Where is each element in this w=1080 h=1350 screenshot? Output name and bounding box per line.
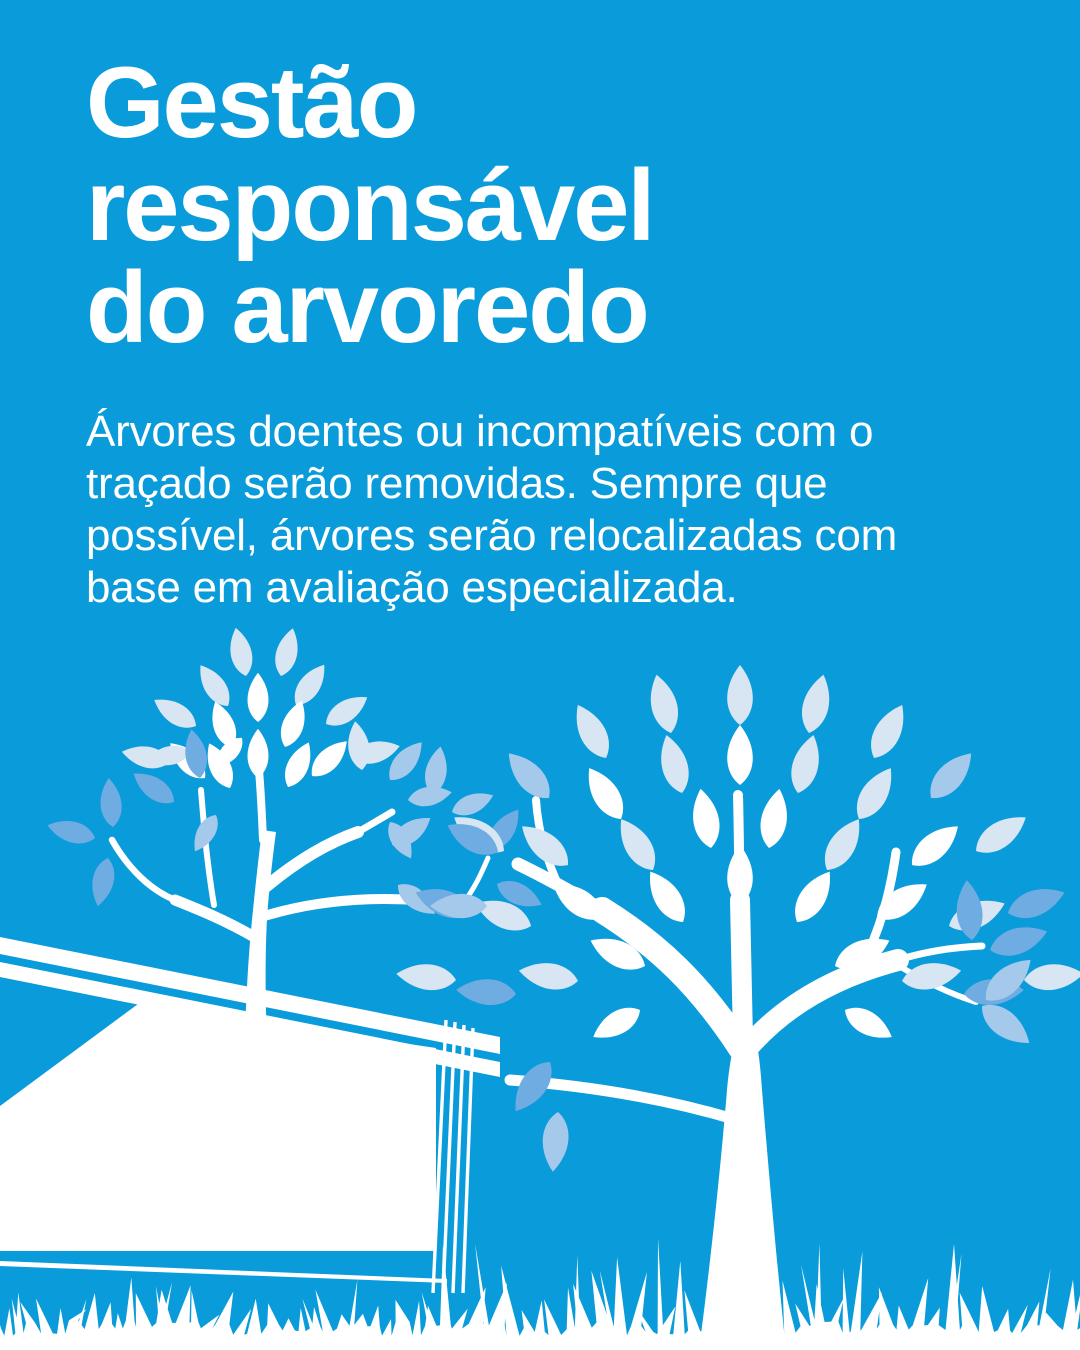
leaf	[587, 1000, 645, 1047]
leaf	[688, 787, 724, 851]
large-tree	[395, 665, 1080, 1350]
leaf	[921, 745, 980, 807]
branch	[740, 900, 743, 1040]
sign-board-panel	[0, 1004, 436, 1251]
leaf	[128, 765, 180, 810]
sign-board	[0, 1004, 436, 1251]
leaf	[644, 672, 683, 736]
leaf	[578, 761, 631, 825]
title-line-3: do arvoredo	[86, 252, 648, 364]
title-line-1: Gestão	[86, 47, 417, 159]
branch	[898, 946, 982, 960]
leaf	[275, 697, 312, 750]
leaf	[320, 688, 373, 732]
leaf	[271, 626, 303, 679]
leaf	[727, 725, 753, 785]
grass	[0, 1238, 1080, 1350]
leaf	[287, 659, 332, 711]
body-line-4: base em avaliação especializada.	[86, 563, 738, 613]
small-tree-leaves	[45, 626, 546, 922]
leaf	[654, 732, 694, 797]
branch	[201, 790, 214, 905]
leaf	[149, 691, 202, 735]
leaf	[540, 1111, 571, 1173]
leaf	[969, 807, 1033, 862]
leaf	[610, 812, 663, 876]
leaf	[954, 879, 985, 941]
leaf	[1004, 880, 1069, 925]
leaf	[797, 672, 836, 736]
large-tree-trunk	[699, 1026, 786, 1350]
title-line-2: responsável	[86, 149, 654, 262]
leaf	[816, 812, 869, 876]
body-line-1: Árvores doentes ou incompatíveis com o	[86, 407, 874, 456]
branch	[112, 840, 175, 900]
leaf	[848, 761, 901, 825]
leaf	[248, 673, 269, 722]
leaf	[756, 787, 792, 851]
body-line-3: possível, árvores serão relocalizadas com	[86, 511, 898, 561]
leaf	[88, 856, 119, 908]
leaf	[455, 977, 517, 1007]
leaf	[904, 817, 966, 875]
ground-line	[0, 1261, 447, 1283]
leaf	[98, 777, 123, 828]
leaf	[499, 745, 558, 807]
leaf	[248, 729, 269, 778]
leaf	[192, 659, 237, 712]
branch	[358, 812, 392, 832]
leaf	[640, 865, 694, 929]
body-line-2: traçado serão removidas. Sempre que	[86, 459, 828, 509]
leaf	[517, 958, 581, 994]
leaf	[1023, 961, 1080, 993]
leaf	[567, 699, 618, 764]
leaf	[900, 958, 964, 994]
leaf	[863, 699, 914, 764]
leaf	[45, 815, 98, 848]
branch	[262, 832, 358, 890]
leaf	[226, 626, 257, 678]
leaf	[786, 732, 826, 797]
leaf	[986, 919, 1051, 962]
grass-blades	[0, 1238, 1080, 1350]
leaf	[727, 665, 753, 725]
leaf	[786, 865, 840, 929]
leaf	[305, 734, 355, 784]
leaf	[395, 961, 457, 993]
branch	[259, 770, 263, 840]
leaf	[839, 1000, 897, 1047]
leaf	[448, 787, 496, 821]
